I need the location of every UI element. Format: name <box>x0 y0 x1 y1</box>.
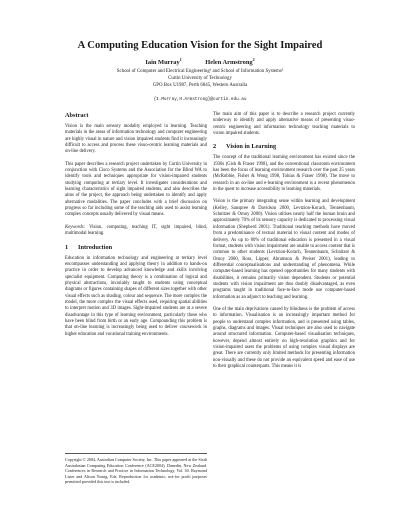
right-column <box>213 112 355 370</box>
affiliation-block <box>0 68 400 89</box>
author-line <box>0 57 400 66</box>
left-column <box>65 112 207 338</box>
abstract-paragraph-1: Vision is the main sensory modality employed in learning. Teaching materials in the areas of information technology and computer engineering are highly visual in nature and vision impaired students find it increasingly difficult to access and process these visuo-centric learning materials and on-line delivery. <box>65 124 207 155</box>
copyright-notice: Copyright © 2004, Australian Computer Society, Inc. This paper appeared at the Sixth Australasian Computing Education Conference (ACE2004), Dunedin, New Zealand. Conferences in Research and Practice in Information Technology, Vol. 30. Raymond Lister and Alison Young, Eds. Reproduction for academic, not-for profit purposes permitted provided this text is included. <box>65 453 207 485</box>
keywords-text: Vision, computing, teaching IT, sight impaired, blind, multimodal learning. <box>65 224 207 237</box>
affiliation-university: Curtin University of Technology <box>168 76 232 82</box>
introduction-paragraph: Education in information technology and engineering at tertiary level encompasses understanding and applying theory in addition to hands-on practice in order to develop advanced knowledge and skills involving specialist equipment. Computing theory is a combination of logical and physical abstractions, invariably taught to students using conceptual diagrams or figures containing shapes of different sizes together with other visual effects such as shading, colour and sequence. The more complex the model, the more complex the visual effects used, requiring spatial abilities to interpret motion and 3D images. Sight-impaired students are at a severe disadvantage in this type of learning environment, particularly those who have been blind from birth or an early age. Compounding this problem is that on-line learning is increasingly being used to deliver coursework in higher education and vocational training environments. <box>65 255 207 337</box>
paper-title: A Computing Education Vision for the Sight Impaired <box>77 40 323 51</box>
abstract-paragraph-2: This paper describes a research project undertaken by Curtin University in conjunction with Cisco Systems and the Association for the Blind WA to identify tools and techniques appropriate for vision-impaired students studying computing at tertiary level. It investigates considerations and learning characteristics of sight impaired students, and also describes the aims of the project, the approach being undertaken to identify and apply alternative modalities. The paper concludes with a brief discussion on progress so far including some of the teaching aids used to assist learning complex concepts usually delivered by visual means. <box>65 161 207 218</box>
keywords-label: Keywords: <box>65 224 86 230</box>
introduction-heading: 1 Introduction <box>65 243 113 251</box>
vision-in-learning-heading: 2 Vision in Learning <box>213 143 277 151</box>
affiliation-address: GPO Box U1987, Perth 6845, Western Australia <box>152 83 248 89</box>
vision-paragraph-3: One of the main deprivations caused by blindness is the problem of access to information. Visualisation is an increasingly important method for people to understand complex information, and is presented using tables, graphs, diagrams and images. Visual techniques are also used to navigate around structured information. Computer-based visualisation techniques, however, depend almost entirely on high-resolution graphics and for vision-impaired users the problems of using complex visual displays are great. There are currently only limited methods for presenting information non-visually and these do not provide an equivalent speed and ease of use to their graphical counterparts. This means it is <box>213 306 355 370</box>
intro-aim-paragraph: The main aim of this paper is to describe a research project currently underway to identify and apply alternative means of presenting visuo-centric engineering and information technology teaching materials to vision impaired students. <box>213 112 355 137</box>
abstract-heading: Abstract <box>65 112 89 119</box>
author-email: {I.Murray,H.Armstrong}@curtin.edu.au <box>153 97 247 102</box>
affiliation-schools: School of Computer and Electrical Engineering¹ and School of Information Systems² <box>116 69 284 74</box>
keywords <box>65 225 207 238</box>
author-name-murray: Iain Murray$^1$ <box>145 57 182 67</box>
vision-paragraph-2: Vision is the primary integrating sense within learning and development (Kelley, Sanspree & Davidson 2000, Levtzion-Korach, Tennenbaum, Schnitzer & Ornoy 2000). Vision utilises nearly half the human brain and approximately 70% of its sensory capacity is dedicated to processing visual information (Shepherd 2001). Traditional teaching methods have moved from a predominance of textual material to visual content and modes of delivery. As up to 80% of traditional education is presented in a visual format, students with vision impairment are unable to access content that is common to other students (Levtzion-Korach, Tennenbaum, Schnitzer & Ornoy 2000, Ross, Lipper, Abramson & Preiser 2001), leading to differential conceptualisations and understanding of phenomena. While computer-based learning has opened opportunities for many students with disabilities, it remains primarily vision dependent. Students or potential students with vision impairment are thus doubly disadvantaged, as even programs taught in traditional face-to-face mode use computer-based information as an adjunct to teaching and learning. <box>213 199 355 300</box>
vision-paragraph-1: The concept of the traditional learning environment has existed since the 1930s (Gish & Fraser 1998), and the conventional classroom environment has been the focus of learning environment research over the past 25 years (McRobbie, Fisher & Wong 1998, Tobias & Fraser 1998). The move to research in an on-line and e-learning environment is a recent phenomenon in the quest to increase accessibility to learning materials. <box>213 155 355 193</box>
author-name-armstrong: Helen Armstrong$^2$ <box>205 57 255 67</box>
